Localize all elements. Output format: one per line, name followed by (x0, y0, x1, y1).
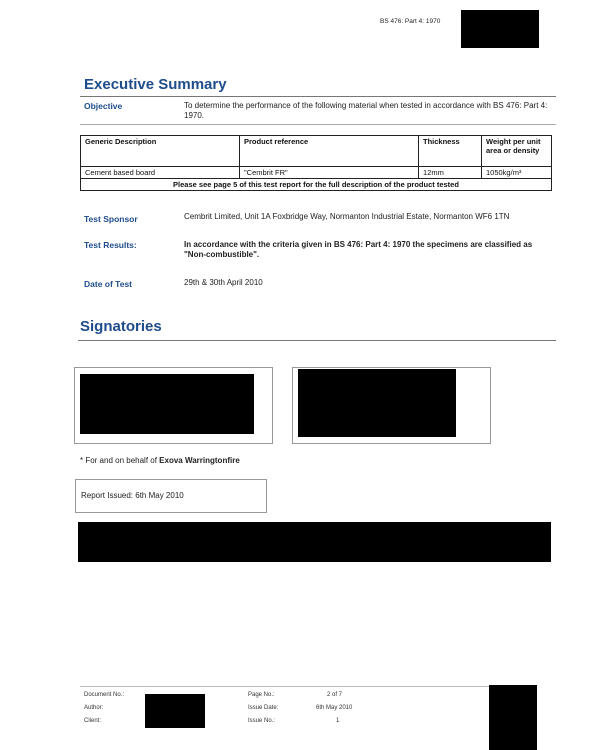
redacted-block (78, 522, 551, 562)
standard-reference: BS 476: Part 4: 1970 (380, 18, 441, 25)
redacted-footer-left (145, 694, 205, 728)
table-header: Weight per unit area or density (482, 136, 552, 167)
table-cell: "Cembrit FR" (240, 167, 419, 179)
on-behalf-prefix: * For and on behalf of (80, 456, 160, 465)
product-table (80, 135, 552, 191)
table-header: Generic Description (81, 136, 240, 167)
on-behalf-line (80, 456, 240, 466)
redacted-footer-logo (489, 685, 537, 750)
footer-document-no-label: Document No.: (84, 692, 125, 698)
redacted-signature-right (298, 369, 456, 437)
footer-issue-date-label: Issue Date: (248, 705, 279, 711)
objective-divider (80, 124, 556, 125)
footer-issue-no-value: 1 (336, 718, 340, 724)
table-header: Thickness (419, 136, 482, 167)
table-note-row (81, 179, 552, 191)
footer-client-label: Client: (84, 718, 102, 724)
report-issued-box (75, 479, 267, 513)
table-header: Product reference (240, 136, 419, 167)
redacted-logo (461, 10, 539, 48)
objective-text: To determine the performance of the following material when tested in accordance with BS 476: Part 4: 1970. (184, 101, 548, 120)
table-note: Please see page 5 of this test report for the full description of the product tested (81, 179, 552, 191)
table-cell: 1050kg/m³ (482, 167, 552, 179)
footer-issue-no-label: Issue No.: (248, 718, 276, 724)
footer-author-label: Author: (84, 705, 104, 711)
footer-page-no-label: Page No.: (248, 692, 275, 698)
footer-page-no-value: 2 of 7 (327, 692, 343, 698)
objective-label: Objective (84, 101, 123, 111)
date-text: 29th & 30th April 2010 (184, 278, 263, 287)
footer-issue-date-value: 6th May 2010 (316, 705, 353, 711)
table-header-row (81, 136, 552, 167)
results-label: Test Results: (84, 240, 137, 250)
date-label: Date of Test (84, 279, 133, 289)
title-divider (80, 96, 556, 97)
footer-divider (80, 686, 530, 687)
table-row (81, 167, 552, 179)
table-cell: 12mm (419, 167, 482, 179)
section-title-executive-summary: Executive Summary (84, 76, 227, 93)
results-text: In accordance with the criteria given in BS 476: Part 4: 1970 the specimens are classified as "Non-combustible". (184, 240, 533, 259)
sponsor-label: Test Sponsor (84, 214, 138, 224)
redacted-signature-left (80, 374, 254, 434)
section-title-signatories: Signatories (80, 318, 162, 335)
report-issued-text: Report Issued: 6th May 2010 (81, 491, 184, 500)
table-cell: Cement based board (81, 167, 240, 179)
on-behalf-organisation: Exova Warringtonfire (159, 456, 240, 465)
signatories-divider (78, 340, 556, 341)
sponsor-text: Cembrit Limited, Unit 1A Foxbridge Way, Normanton Industrial Estate, Normanton WF6 1TN (184, 212, 510, 221)
